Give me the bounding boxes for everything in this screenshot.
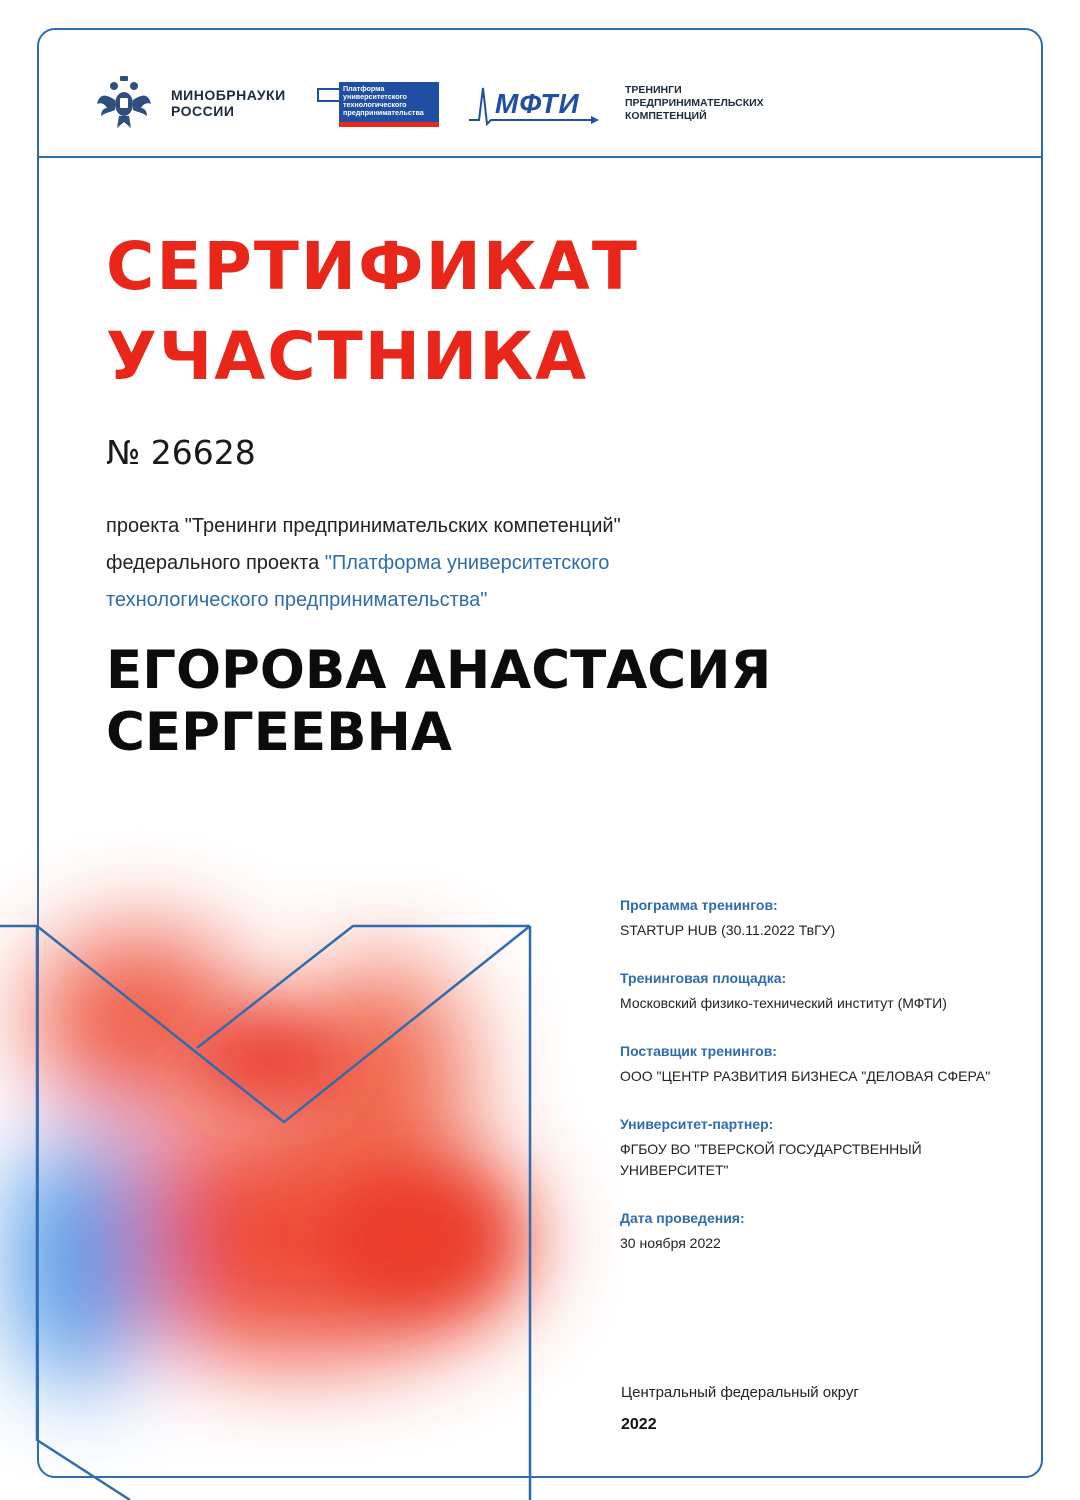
minobrnauki-text: МИНОБРНАУКИ РОССИИ (171, 87, 286, 119)
description-line2-prefix: федерального проекта (106, 552, 325, 574)
mfti-logo-text: МФТИ (495, 88, 580, 119)
project-description (106, 508, 806, 619)
recipient-name (106, 640, 771, 764)
info-label: Университет-партнер: (620, 1116, 774, 1132)
certificate-title-line2: УЧАСТНИКА (106, 318, 589, 395)
info-partner-university (620, 1115, 1020, 1181)
recipient-name-line1: ЕГОРОВА АНАСТАСИЯ (106, 640, 772, 701)
info-value: ООО "ЦЕНТР РАЗВИТИЯ БИЗНЕСА "ДЕЛОВАЯ СФЕРА" (620, 1068, 991, 1084)
mfti-logo (467, 80, 607, 130)
info-venue (620, 969, 1020, 1014)
description-line3-link: технологического предпринимательства" (106, 589, 488, 611)
info-date (620, 1209, 1020, 1254)
training-info (620, 896, 1020, 1282)
certificate-number: № 26628 (106, 433, 256, 472)
logo-row (95, 68, 795, 138)
certificate-title-line1: СЕРТИФИКАТ (106, 228, 639, 305)
info-label: Поставщик тренингов: (620, 1043, 777, 1059)
training-logo-text: ТРЕНИНГИ ПРЕДПРИНИМАТЕЛЬСКИХ КОМПЕТЕНЦИЙ (625, 84, 764, 122)
decorative-m-graphic (0, 820, 620, 1500)
info-program (620, 896, 1020, 941)
federal-district: Центральный федеральный округ (621, 1384, 859, 1401)
platform-logo (317, 78, 445, 130)
info-value: STARTUP HUB (30.11.2022 ТвГУ) (620, 922, 836, 938)
minobrnauki-logo (95, 74, 286, 132)
description-line2 (106, 545, 806, 582)
info-label: Дата проведения: (620, 1210, 745, 1226)
info-value: Московский физико-технический институт (МФТИ) (620, 995, 947, 1011)
info-label: Программа тренингов: (620, 897, 778, 913)
platform-logo-stripe (339, 122, 439, 127)
info-provider (620, 1042, 1020, 1087)
description-line2-link: "Платформа университетского (324, 552, 610, 574)
platform-logo-step (317, 88, 339, 102)
header-divider (37, 156, 1043, 158)
recipient-name-line2: СЕРГЕЕВНА (106, 702, 452, 763)
info-value: 30 ноября 2022 (620, 1235, 721, 1251)
info-label: Тренинговая площадка: (620, 970, 787, 986)
platform-logo-text: Платформа университетского технологического предпринимательства (339, 82, 439, 122)
certificate-title (106, 222, 639, 402)
description-line1: проекта "Тренинги предпринимательских компетенций" (106, 515, 621, 537)
info-value: ФГБОУ ВО "ТВЕРСКОЙ ГОСУДАРСТВЕННЫЙ УНИВЕРСИТЕТ" (620, 1141, 922, 1178)
double-headed-eagle-icon (95, 74, 153, 132)
certificate-year: 2022 (621, 1416, 657, 1433)
